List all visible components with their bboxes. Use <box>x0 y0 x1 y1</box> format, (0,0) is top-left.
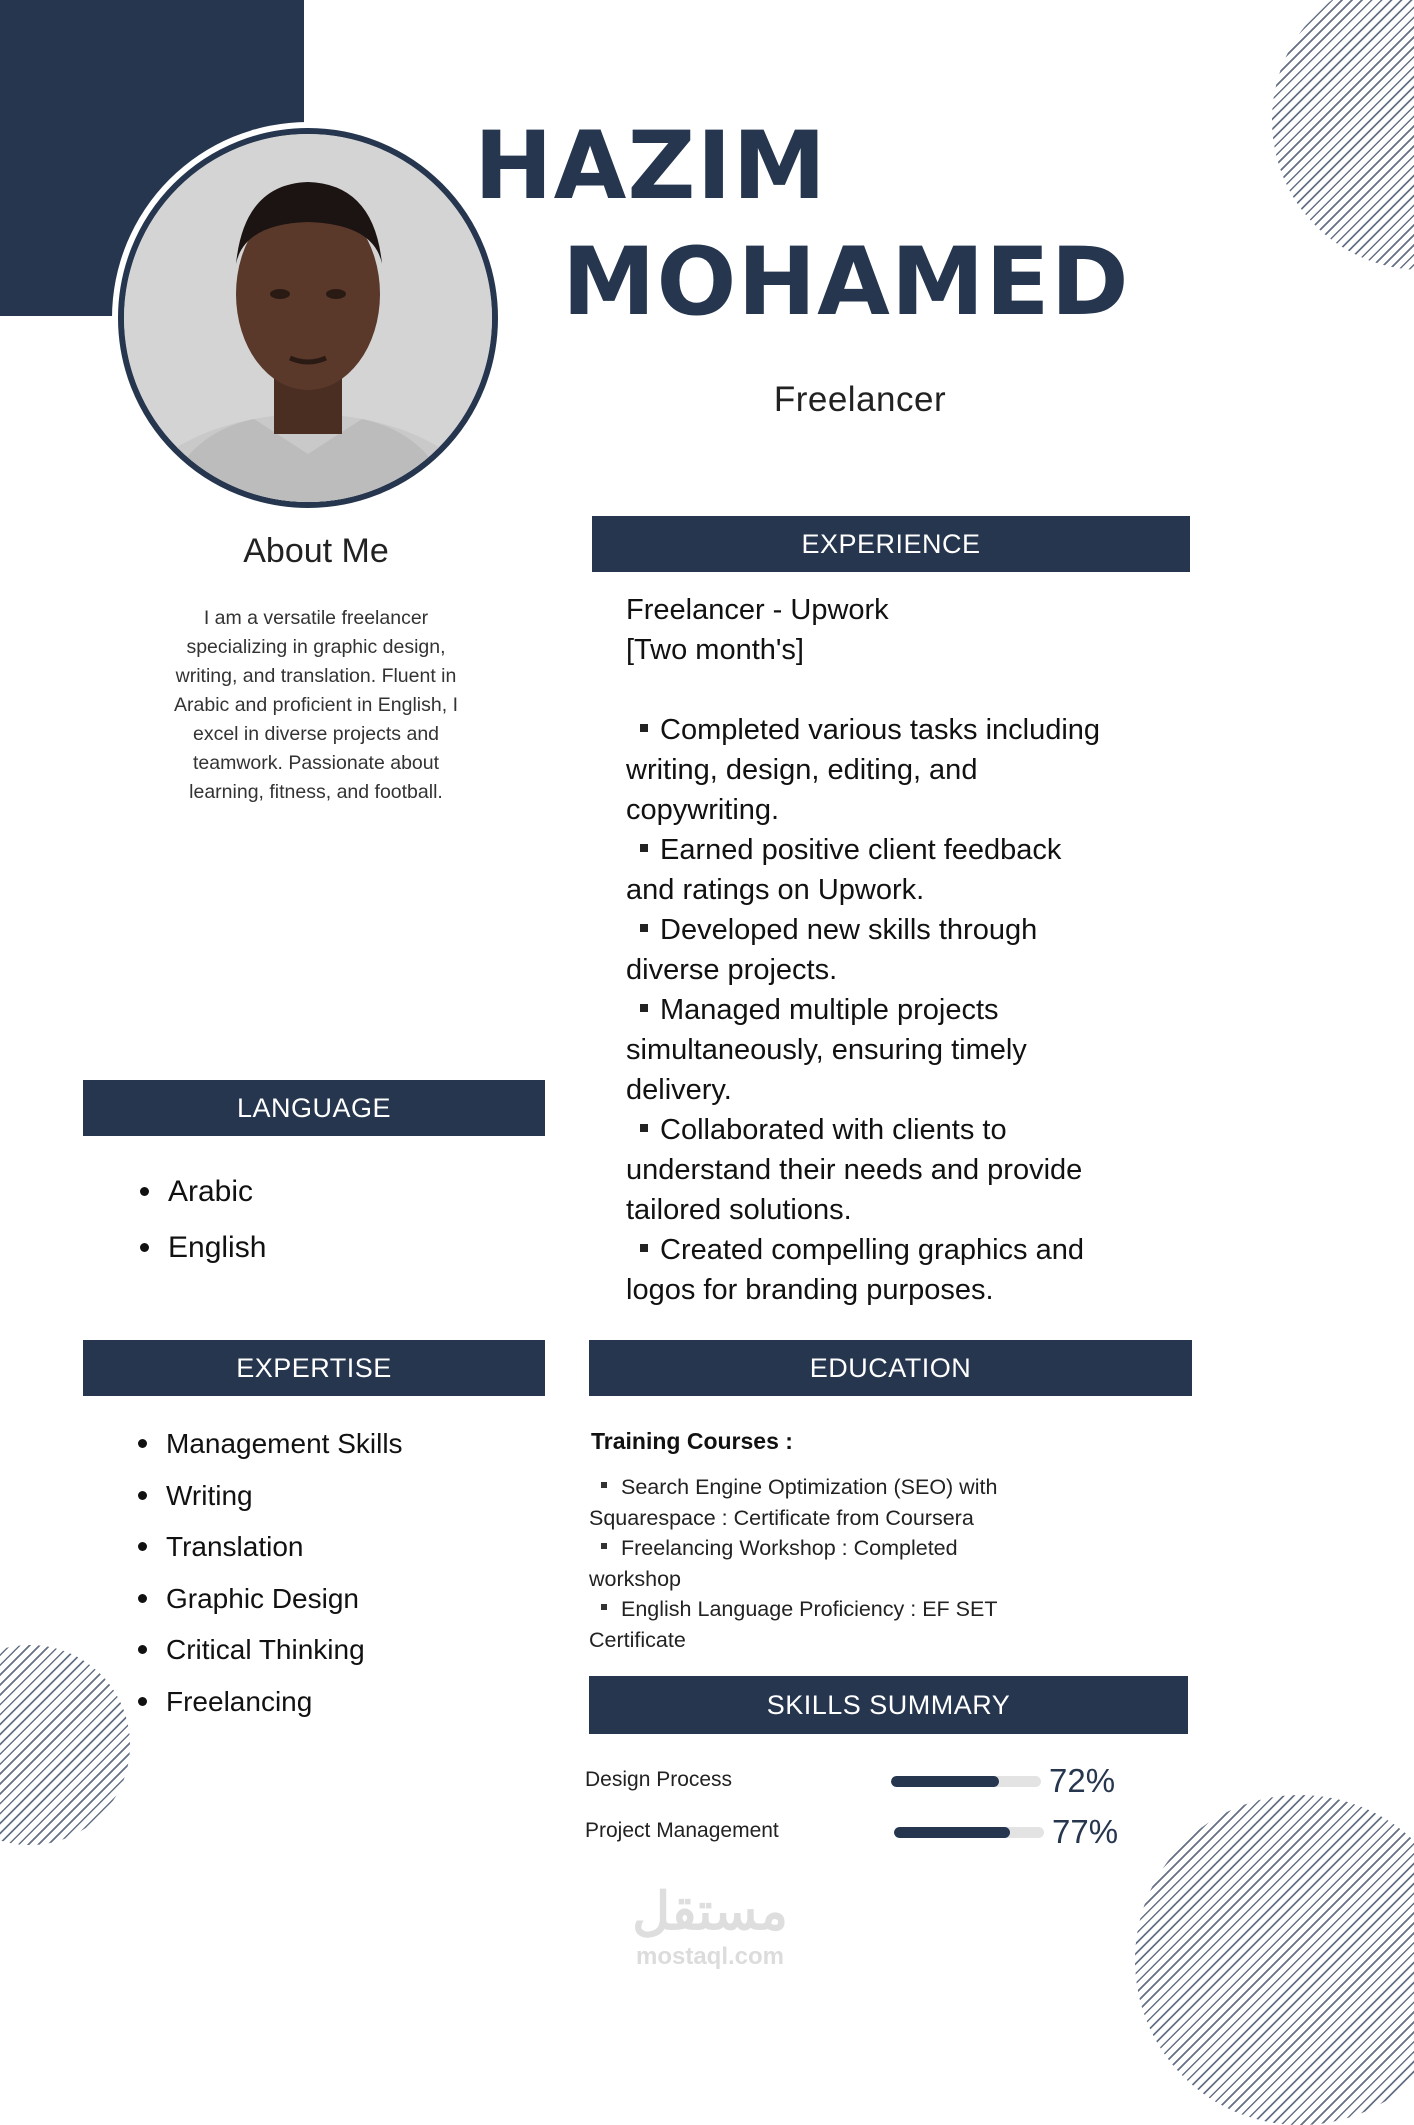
education-item <box>589 1472 1149 1503</box>
about-line: I am a versatile freelancer <box>203 607 429 629</box>
about-line: writing, and translation. Fluent in <box>175 665 457 687</box>
bullet-text: understand their needs and provide <box>626 1154 1083 1186</box>
skill-name: Design Process <box>585 1768 733 1791</box>
education-text: Freelancing Workshop : Completed <box>621 1536 958 1560</box>
expertise-item: Writing <box>138 1470 403 1522</box>
skills-summary-header: SKILLS SUMMARY <box>589 1676 1188 1734</box>
education-subheading: Training Courses : <box>591 1428 793 1454</box>
education-item <box>589 1533 1149 1564</box>
bullet-text: logos for branding purposes. <box>626 1274 994 1306</box>
square-bullet-icon <box>640 924 648 932</box>
watermark-url: mostaql.com <box>635 1943 785 1970</box>
skill-progress-fill <box>894 1827 1010 1838</box>
about-line: specializing in graphic design, <box>186 636 446 658</box>
bullet-text: tailored solutions. <box>626 1194 852 1226</box>
square-bullet-icon <box>640 844 648 852</box>
expertise-item: Freelancing <box>138 1676 403 1728</box>
bullet-text: and ratings on Upwork. <box>626 874 925 906</box>
experience-header: EXPERIENCE <box>592 516 1190 572</box>
education-text: workshop <box>589 1566 682 1591</box>
language-list <box>140 1164 266 1276</box>
profile-photo <box>118 128 498 508</box>
square-bullet-icon <box>601 1482 607 1488</box>
about-line: excel in diverse projects and <box>192 723 440 745</box>
experience-bullet <box>626 1230 1186 1270</box>
experience-role: Freelancer - Upwork <box>626 594 889 626</box>
education-text: Certificate <box>589 1627 686 1652</box>
experience-bullet <box>626 710 1186 750</box>
education-text: Squarespace : Certificate from Coursera <box>589 1505 974 1530</box>
square-bullet-icon <box>640 1004 648 1012</box>
first-name: HAZIM <box>474 112 828 221</box>
square-bullet-icon <box>640 1244 648 1252</box>
skill-progress-bar <box>894 1827 1044 1838</box>
about-title: About Me <box>243 532 389 570</box>
education-text: English Language Proficiency : EF SET <box>621 1597 998 1621</box>
skill-progress-fill <box>891 1776 999 1787</box>
about-line: Arabic and proficient in English, I <box>174 694 458 716</box>
bullet-text: Completed various tasks including <box>660 714 1101 746</box>
education-text: Search Engine Optimization (SEO) with <box>621 1475 998 1499</box>
watermark-logo: مستقل <box>632 1883 788 1941</box>
bullet-text: Created compelling graphics and <box>660 1234 1084 1266</box>
expertise-item: Graphic Design <box>138 1573 403 1625</box>
skill-progress-bar <box>891 1776 1041 1787</box>
bullet-text: Managed multiple projects <box>660 994 999 1026</box>
square-bullet-icon <box>640 724 648 732</box>
square-bullet-icon <box>601 1604 607 1610</box>
expertise-item: Management Skills <box>138 1418 403 1470</box>
expertise-item: Critical Thinking <box>138 1624 403 1676</box>
bullet-text: writing, design, editing, and <box>626 754 978 786</box>
last-name: MOHAMED <box>562 228 1130 337</box>
about-text <box>128 604 504 807</box>
experience-bullet <box>626 830 1186 870</box>
education-item <box>589 1594 1149 1625</box>
hatched-circle-decoration <box>0 1645 130 1845</box>
bullet-text: diverse projects. <box>626 954 838 986</box>
bullet-text: simultaneously, ensuring timely <box>626 1034 1027 1066</box>
language-item: Arabic <box>140 1164 266 1220</box>
about-line: learning, fitness, and football. <box>189 781 443 803</box>
expertise-item: Translation <box>138 1521 403 1573</box>
bullet-text: Developed new skills through <box>660 914 1038 946</box>
skill-percent: 72% <box>1049 1762 1116 1799</box>
bullet-text: Earned positive client feedback <box>660 834 1062 866</box>
expertise-list <box>138 1418 403 1728</box>
hatched-circle-decoration <box>1135 1795 1414 2125</box>
skill-percent: 77% <box>1052 1813 1119 1850</box>
profile-photo-frame <box>112 122 504 514</box>
experience-bullet <box>626 990 1186 1030</box>
experience-bullet <box>626 1110 1186 1150</box>
about-line: teamwork. Passionate about <box>192 752 440 774</box>
bullet-text: copywriting. <box>626 794 780 826</box>
square-bullet-icon <box>601 1543 607 1549</box>
portrait-icon <box>124 134 492 502</box>
bullet-text: delivery. <box>626 1074 732 1106</box>
job-title: Freelancer <box>773 380 947 419</box>
language-header: LANGUAGE <box>83 1080 545 1136</box>
hatched-circle-decoration <box>1272 0 1414 270</box>
bullet-text: Collaborated with clients to <box>660 1114 1007 1146</box>
square-bullet-icon <box>640 1124 648 1132</box>
experience-content <box>626 590 1186 1310</box>
education-header: EDUCATION <box>589 1340 1192 1396</box>
language-item: English <box>140 1220 266 1276</box>
skill-name: Project Management <box>585 1819 779 1842</box>
experience-duration: [Two month's] <box>626 634 804 666</box>
education-content <box>589 1472 1149 1655</box>
spacer <box>626 670 1186 710</box>
experience-bullet <box>626 910 1186 950</box>
expertise-header: EXPERTISE <box>83 1340 545 1396</box>
